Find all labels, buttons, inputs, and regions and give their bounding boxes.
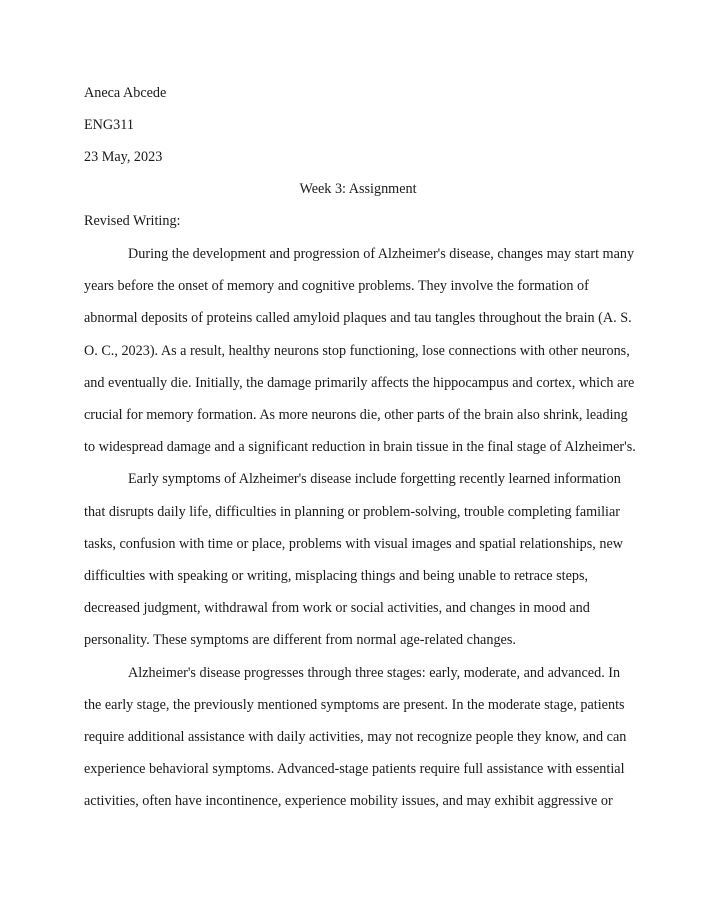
paragraph-1-line: During the development and progression of Alzheimer's disease, changes may start many xyxy=(128,246,635,262)
paragraph-3-line: the early stage, the previously mentioned symptoms are present. In the moderate stage, patients xyxy=(84,697,625,713)
paragraph-3-line: activities, often have incontinence, experience mobility issues, and may exhibit aggressive or xyxy=(84,793,613,809)
paragraph-2-line: decreased judgment, withdrawal from work or social activities, and changes in mood and xyxy=(84,600,590,616)
paragraph-2-line: difficulties with speaking or writing, misplacing things and being unable to retrace steps, xyxy=(84,568,589,584)
paragraph-1-line: years before the onset of memory and cognitive problems. They involve the formation of xyxy=(84,278,589,294)
paragraph-3-line: require additional assistance with daily activities, may not recognize people they know, and can xyxy=(84,729,627,745)
paragraph-2-line: personality. These symptoms are different from normal age-related changes. xyxy=(84,632,516,648)
document-title: Week 3: Assignment xyxy=(299,181,417,197)
paragraph-1-line: crucial for memory formation. As more neurons die, other parts of the brain also shrink, leading xyxy=(84,407,628,423)
course-code: ENG311 xyxy=(84,117,134,133)
paragraph-3-line: Alzheimer's disease progresses through three stages: early, moderate, and advanced. In xyxy=(128,665,621,681)
document-date: 23 May, 2023 xyxy=(84,149,163,165)
paragraph-1-line: O. C., 2023). As a result, healthy neurons stop functioning, lose connections with other neurons, xyxy=(84,343,630,359)
paragraph-2-line: Early symptoms of Alzheimer's disease include forgetting recently learned information xyxy=(128,471,621,487)
paragraph-2-line: tasks, confusion with time or place, problems with visual images and spatial relationships, new xyxy=(84,536,624,552)
section-label: Revised Writing: xyxy=(84,213,181,229)
paragraph-1-line: abnormal deposits of proteins called amyloid plaques and tau tangles throughout the brain (A. S. xyxy=(84,310,632,326)
paragraph-3-line: experience behavioral symptoms. Advanced-stage patients require full assistance with essential xyxy=(84,761,625,777)
paragraph-1-line: and eventually die. Initially, the damage primarily affects the hippocampus and cortex, which are xyxy=(84,375,635,391)
paragraph-2-line: that disrupts daily life, difficulties in planning or problem-solving, trouble completing familiar xyxy=(84,504,621,520)
paragraph-1-line: to widespread damage and a significant reduction in brain tissue in the final stage of Alzheimer's. xyxy=(84,439,636,455)
author-name: Aneca Abcede xyxy=(84,85,167,101)
